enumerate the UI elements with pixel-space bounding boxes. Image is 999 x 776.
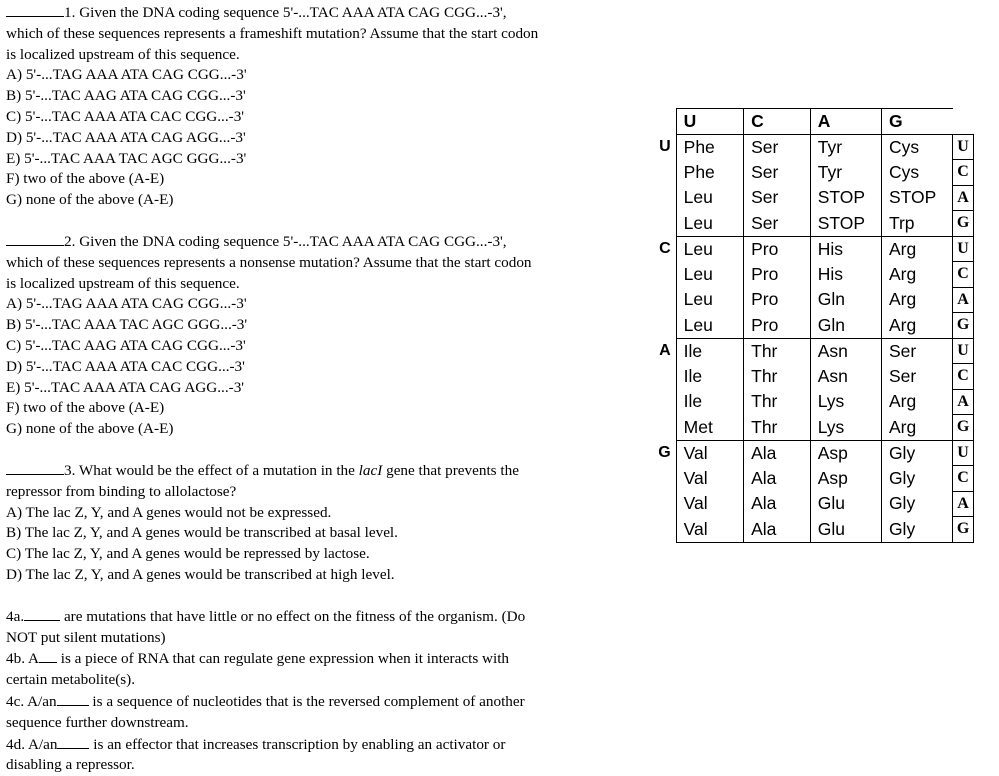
amino-acid-cell: Lys	[810, 389, 881, 415]
amino-acid-cell: Ala	[744, 491, 811, 517]
first-base-label: U	[659, 137, 671, 155]
codon-row	[637, 185, 974, 211]
amino-acid-cell: Val	[676, 491, 743, 517]
amino-acid-cell: Leu	[676, 313, 743, 339]
amino-acid-cell: Ser	[744, 160, 811, 186]
amino-acid-cell: Ala	[744, 440, 811, 466]
amino-acid-cell: Trp	[881, 211, 952, 237]
answer-blank-3[interactable]	[6, 460, 64, 475]
question-4d-line-1: 4d. A/an is an effector that increases transcription by enabling an activator or	[6, 735, 506, 753]
amino-acid-cell: Val	[676, 466, 743, 492]
codon-table-grid	[637, 108, 974, 543]
amino-acid-cell: Cys	[881, 134, 952, 160]
amino-acid-cell: Gly	[881, 440, 952, 466]
question-2-line-1: 2. Given the DNA coding sequence 5'-...TAC AAA ATA CAG CGG...-3',	[6, 231, 618, 253]
amino-acid-cell: His	[810, 262, 881, 288]
option-3c: C) The lac Z, Y, and A genes would be repressed by lactose.	[6, 545, 370, 563]
amino-acid-cell: Asp	[810, 440, 881, 466]
second-base-header: G	[881, 109, 952, 135]
codon-row	[637, 517, 974, 543]
amino-acid-cell: Leu	[676, 262, 743, 288]
amino-acid-cell: Ser	[881, 338, 952, 364]
third-base-label: C	[953, 160, 974, 186]
amino-acid-cell: Ile	[676, 389, 743, 415]
amino-acid-cell: STOP	[810, 211, 881, 237]
amino-acid-cell: Thr	[744, 389, 811, 415]
third-base-label: G	[953, 517, 974, 543]
codon-row	[637, 415, 974, 441]
second-base-header: U	[676, 109, 743, 135]
amino-acid-cell: Ile	[676, 364, 743, 390]
third-base-label: U	[953, 440, 974, 466]
amino-acid-cell: Pro	[744, 287, 811, 313]
first-base-label: C	[659, 239, 671, 257]
codon-row	[637, 364, 974, 390]
question-4b-line-1: 4b. A is a piece of RNA that can regulate gene expression when it interacts with	[6, 650, 510, 668]
third-base-label: U	[953, 134, 974, 160]
amino-acid-cell: Tyr	[810, 160, 881, 186]
question-4b-line-2: certain metabolite(s).	[6, 671, 136, 689]
amino-acid-cell: Leu	[676, 185, 743, 211]
amino-acid-cell: Tyr	[810, 134, 881, 160]
question-4c-line-1: 4c. A/an is a sequence of nucleotides that is the reversed complement of another	[6, 692, 525, 710]
question-2	[6, 231, 618, 440]
amino-acid-cell: Gln	[810, 287, 881, 313]
third-base-label: A	[953, 185, 974, 211]
codon-row	[637, 338, 974, 364]
question-1-line-1: 1. Given the DNA coding sequence 5'-...TAC AAA ATA CAG CGG...-3',	[6, 2, 618, 24]
amino-acid-cell: Val	[676, 440, 743, 466]
option-3a: A) The lac Z, Y, and A genes would not be expressed.	[6, 503, 332, 521]
option-1b: B) 5'-...TAC AAG ATA CAG CGG...-3'	[6, 87, 246, 105]
amino-acid-cell: Arg	[881, 389, 952, 415]
amino-acid-cell: Glu	[810, 517, 881, 543]
option-1c: C) 5'-...TAC AAA ATA CAC CGG...-3'	[6, 107, 245, 125]
codon-table-header-row	[637, 109, 974, 135]
amino-acid-cell: Ser	[744, 134, 811, 160]
question-1	[6, 2, 618, 211]
option-2d: D) 5'-...TAC AAA ATA CAC CGG...-3'	[6, 357, 245, 375]
amino-acid-cell: STOP	[810, 185, 881, 211]
amino-acid-cell: Ser	[744, 185, 811, 211]
third-base-label: G	[953, 211, 974, 237]
third-base-label: C	[953, 466, 974, 492]
answer-blank-1[interactable]	[6, 2, 64, 17]
amino-acid-cell: Pro	[744, 236, 811, 262]
codon-row	[637, 160, 974, 186]
question-4d-line-2: disabling a repressor.	[6, 756, 135, 774]
amino-acid-cell: Phe	[676, 134, 743, 160]
amino-acid-cell: Thr	[744, 338, 811, 364]
option-2a: A) 5'-...TAG AAA ATA CAG CGG...-3'	[6, 295, 247, 313]
third-base-label: C	[953, 364, 974, 390]
third-base-label: G	[953, 313, 974, 339]
answer-blank-4b[interactable]	[39, 648, 57, 663]
amino-acid-cell: Asp	[810, 466, 881, 492]
third-base-label: G	[953, 415, 974, 441]
question-3-line-2: repressor from binding to allolactose?	[6, 482, 237, 500]
codon-row	[637, 491, 974, 517]
option-2g: G) none of the above (A-E)	[6, 420, 174, 438]
amino-acid-cell: Ile	[676, 338, 743, 364]
option-1e: E) 5'-...TAC AAA TAC AGC GGG...-3'	[6, 149, 247, 167]
amino-acid-cell: Lys	[810, 415, 881, 441]
option-2f: F) two of the above (A-E)	[6, 399, 165, 417]
second-base-header: A	[810, 109, 881, 135]
answer-blank-4a[interactable]	[24, 606, 60, 621]
option-3d: D) The lac Z, Y, and A genes would be transcribed at high level.	[6, 565, 395, 583]
second-base-header: C	[744, 109, 811, 135]
option-2b: B) 5'-...TAC AAA TAC AGC GGG...-3'	[6, 316, 248, 334]
amino-acid-cell: STOP	[881, 185, 952, 211]
question-4a-line-1: 4a. are mutations that have little or no effect on the fitness of the organism. (Do	[6, 607, 526, 625]
amino-acid-cell: Ala	[744, 466, 811, 492]
question-2-line-2: which of these sequences represents a nonsense mutation? Assume that the start codon	[6, 253, 532, 271]
amino-acid-cell: Phe	[676, 160, 743, 186]
amino-acid-cell: Ala	[744, 517, 811, 543]
amino-acid-cell: Asn	[810, 364, 881, 390]
amino-acid-cell: Leu	[676, 287, 743, 313]
amino-acid-cell: Pro	[744, 262, 811, 288]
question-4c-line-2: sequence further downstream.	[6, 713, 189, 731]
third-base-label: A	[953, 491, 974, 517]
third-base-label: U	[953, 236, 974, 262]
amino-acid-cell: His	[810, 236, 881, 262]
amino-acid-cell: Met	[676, 415, 743, 441]
question-4a-line-2: NOT put silent mutations)	[6, 628, 166, 646]
option-2c: C) 5'-...TAC AAG ATA CAG CGG...-3'	[6, 336, 246, 354]
answer-blank-2[interactable]	[6, 231, 64, 246]
amino-acid-cell: Arg	[881, 415, 952, 441]
question-1-line-2: which of these sequences represents a frameshift mutation? Assume that the start codon	[6, 24, 539, 42]
codon-row	[637, 313, 974, 339]
amino-acid-cell: Arg	[881, 236, 952, 262]
codon-row	[637, 134, 974, 160]
answer-blank-4c[interactable]	[57, 691, 89, 706]
codon-row	[637, 440, 974, 466]
amino-acid-cell: Arg	[881, 287, 952, 313]
codon-row	[637, 389, 974, 415]
amino-acid-cell: Leu	[676, 236, 743, 262]
question-3	[6, 460, 618, 586]
question-1-line-3: is localized upstream of this sequence.	[6, 45, 240, 63]
amino-acid-cell: Gly	[881, 466, 952, 492]
amino-acid-cell: Gly	[881, 517, 952, 543]
option-1a: A) 5'-...TAG AAA ATA CAG CGG...-3'	[6, 66, 247, 84]
amino-acid-cell: Cys	[881, 160, 952, 186]
codon-row	[637, 236, 974, 262]
amino-acid-cell: Val	[676, 517, 743, 543]
codon-row	[637, 466, 974, 492]
laci-gene-name: lacI	[358, 461, 383, 479]
amino-acid-cell: Asn	[810, 338, 881, 364]
option-2e: E) 5'-...TAC AAA ATA CAG AGG...-3'	[6, 378, 245, 396]
amino-acid-cell: Arg	[881, 313, 952, 339]
amino-acid-cell: Thr	[744, 415, 811, 441]
codon-row	[637, 287, 974, 313]
codon-row	[637, 211, 974, 237]
option-3b: B) The lac Z, Y, and A genes would be transcribed at basal level.	[6, 524, 398, 542]
first-base-label: A	[659, 341, 671, 359]
amino-acid-cell: Gln	[810, 313, 881, 339]
third-base-label: U	[953, 338, 974, 364]
amino-acid-cell: Glu	[810, 491, 881, 517]
codon-row	[637, 262, 974, 288]
first-base-label: G	[658, 443, 671, 461]
codon-table	[637, 108, 974, 539]
third-base-label: C	[953, 262, 974, 288]
amino-acid-cell: Gly	[881, 491, 952, 517]
question-2-line-3: is localized upstream of this sequence.	[6, 274, 240, 292]
amino-acid-cell: Ser	[744, 211, 811, 237]
answer-blank-4d[interactable]	[57, 734, 89, 749]
option-1d: D) 5'-...TAC AAA ATA CAG AGG...-3'	[6, 128, 246, 146]
amino-acid-cell: Arg	[881, 262, 952, 288]
third-base-label: A	[953, 287, 974, 313]
amino-acid-cell: Thr	[744, 364, 811, 390]
question-column	[6, 2, 618, 776]
option-1f: F) two of the above (A-E)	[6, 170, 165, 188]
amino-acid-cell: Pro	[744, 313, 811, 339]
amino-acid-cell: Leu	[676, 211, 743, 237]
amino-acid-cell: Ser	[881, 364, 952, 390]
question-3-line-1: 3. What would be the effect of a mutation in the lacI gene that prevents the	[6, 460, 618, 482]
option-1g: G) none of the above (A-E)	[6, 191, 174, 209]
question-4	[6, 606, 618, 776]
third-base-label: A	[953, 389, 974, 415]
